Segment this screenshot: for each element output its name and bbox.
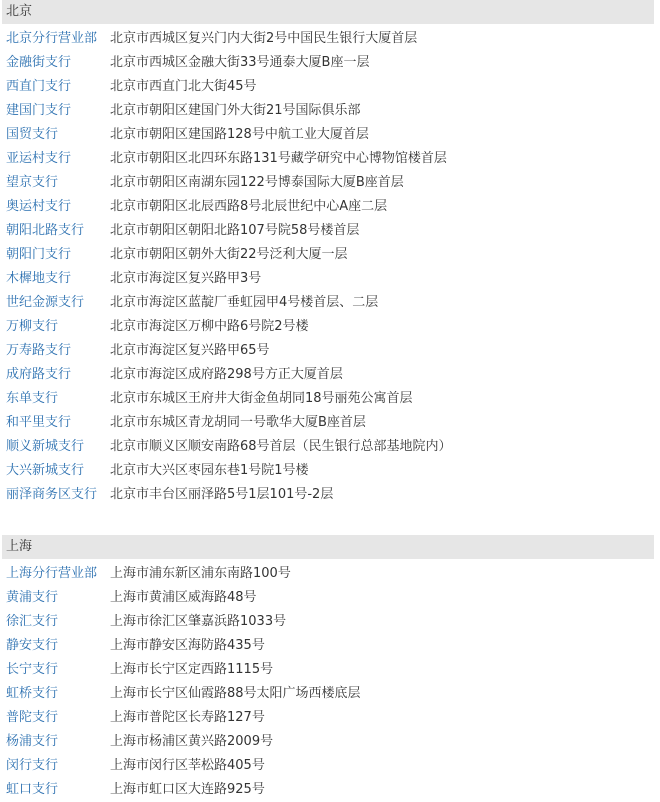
branch-name-link[interactable]: 丽泽商务区支行 (6, 487, 98, 502)
branch-address: 北京市顺义区顺安南路68号首层（民生银行总部基地院内） (110, 439, 452, 454)
branch-name-link[interactable]: 虹桥支行 (6, 686, 59, 701)
city-section-header: 北京 (2, 0, 654, 24)
branch-row (0, 730, 660, 754)
branch-address: 北京市朝阳区北辰西路8号北辰世纪中心A座二层 (110, 199, 388, 214)
branch-row (0, 459, 660, 483)
branch-name-link[interactable]: 顺义新城支行 (6, 439, 85, 454)
branch-address: 北京市大兴区枣园东巷1号院1号楼 (110, 463, 309, 478)
branch-address: 上海市普陀区长寿路127号 (110, 710, 265, 725)
branch-address: 上海市黄浦区威海路48号 (110, 590, 257, 605)
branch-name-link[interactable]: 和平里支行 (6, 415, 72, 430)
branch-row (0, 483, 660, 507)
branch-address: 北京市朝阳区北四环东路131号藏学研究中心博物馆楼首层 (110, 151, 447, 166)
branch-name-link[interactable]: 朝阳门支行 (6, 247, 72, 262)
branch-row (0, 75, 660, 99)
branch-row (0, 219, 660, 243)
branch-name-link[interactable]: 望京支行 (6, 175, 59, 190)
branch-address: 北京市西直门北大街45号 (110, 79, 257, 94)
branch-row (0, 658, 660, 682)
branch-name-link[interactable]: 万寿路支行 (6, 343, 72, 358)
branch-address: 北京市朝阳区建国门外大街21号国际俱乐部 (110, 103, 361, 118)
branch-row (0, 435, 660, 459)
branch-name-link[interactable]: 大兴新城支行 (6, 463, 85, 478)
branch-address: 北京市海淀区成府路298号方正大厦首层 (110, 367, 343, 382)
branch-row (0, 339, 660, 363)
branch-row (0, 147, 660, 171)
branch-address: 北京市海淀区复兴路甲65号 (110, 343, 270, 358)
branch-address: 上海市虹口区大连路925号 (110, 782, 265, 797)
branch-list (0, 559, 660, 802)
branch-row (0, 682, 660, 706)
branch-name-link[interactable]: 长宁支行 (6, 662, 59, 677)
branch-row (0, 387, 660, 411)
branch-address: 北京市海淀区复兴路甲3号 (110, 271, 262, 286)
branch-list (0, 24, 660, 507)
branch-address: 北京市东城区青龙胡同一号歌华大厦B座首层 (110, 415, 366, 430)
branch-address: 北京市朝阳区朝阳北路107号院58号楼首层 (110, 223, 360, 238)
branch-name-link[interactable]: 普陀支行 (6, 710, 59, 725)
branch-row (0, 634, 660, 658)
branch-row (0, 291, 660, 315)
branch-name-link[interactable]: 静安支行 (6, 638, 59, 653)
branch-address: 北京市西城区金融大街33号通泰大厦B座一层 (110, 55, 370, 70)
branch-name-link[interactable]: 杨浦支行 (6, 734, 59, 749)
branch-row (0, 171, 660, 195)
branch-name-link[interactable]: 奥运村支行 (6, 199, 72, 214)
branch-name-link[interactable]: 亚运村支行 (6, 151, 72, 166)
branch-name-link[interactable]: 徐汇支行 (6, 614, 59, 629)
branch-name-link[interactable]: 金融街支行 (6, 55, 72, 70)
branch-name-link[interactable]: 国贸支行 (6, 127, 59, 142)
branch-name-link[interactable]: 西直门支行 (6, 79, 72, 94)
branch-row (0, 315, 660, 339)
branch-address: 上海市静安区海防路435号 (110, 638, 265, 653)
branch-name-link[interactable]: 世纪金源支行 (6, 295, 85, 310)
branch-address: 北京市朝阳区朝外大街22号泛利大厦一层 (110, 247, 348, 262)
branch-row (0, 195, 660, 219)
branch-name-link[interactable]: 黄浦支行 (6, 590, 59, 605)
branch-row (0, 267, 660, 291)
branch-row (0, 363, 660, 387)
branch-name-link[interactable]: 虹口支行 (6, 782, 59, 797)
branch-row (0, 562, 660, 586)
branch-row (0, 51, 660, 75)
city-section (0, 535, 660, 802)
branch-row (0, 754, 660, 778)
branch-name-link[interactable]: 成府路支行 (6, 367, 72, 382)
branch-row (0, 411, 660, 435)
branch-address: 北京市朝阳区南湖东园122号博泰国际大厦B座首层 (110, 175, 404, 190)
branch-address: 上海市长宁区仙霞路88号太阳广场西楼底层 (110, 686, 361, 701)
branch-address: 北京市海淀区万柳中路6号院2号楼 (110, 319, 309, 334)
branch-address: 上海市杨浦区黄兴路2009号 (110, 734, 274, 749)
branch-name-link[interactable]: 万柳支行 (6, 319, 59, 334)
section-spacer (0, 507, 660, 535)
branch-row (0, 243, 660, 267)
branch-row (0, 586, 660, 610)
branch-row (0, 27, 660, 51)
branch-row (0, 706, 660, 730)
branch-address: 北京市丰台区丽泽路5号1层101号-2层 (110, 487, 334, 502)
branch-name-link[interactable]: 上海分行营业部 (6, 566, 98, 581)
branch-name-link[interactable]: 木樨地支行 (6, 271, 72, 286)
branch-address: 北京市东城区王府井大街金鱼胡同18号丽苑公寓首层 (110, 391, 413, 406)
branch-address: 北京市海淀区蓝靛厂垂虹园甲4号楼首层、二层 (110, 295, 379, 310)
branch-address: 北京市朝阳区建国路128号中航工业大厦首层 (110, 127, 369, 142)
branch-row (0, 610, 660, 634)
branch-address: 北京市西城区复兴门内大街2号中国民生银行大厦首层 (110, 31, 418, 46)
branch-name-link[interactable]: 建国门支行 (6, 103, 72, 118)
branch-row (0, 123, 660, 147)
city-section-header: 上海 (2, 535, 654, 559)
branch-address: 上海市徐汇区肇嘉浜路1033号 (110, 614, 287, 629)
branch-address: 上海市浦东新区浦东南路100号 (110, 566, 291, 581)
branch-name-link[interactable]: 北京分行营业部 (6, 31, 98, 46)
branch-name-link[interactable]: 闵行支行 (6, 758, 59, 773)
branch-address: 上海市长宁区定西路1115号 (110, 662, 274, 677)
branch-name-link[interactable]: 朝阳北路支行 (6, 223, 85, 238)
branch-row (0, 778, 660, 802)
branch-name-link[interactable]: 东单支行 (6, 391, 59, 406)
branch-row (0, 99, 660, 123)
branch-address: 上海市闵行区莘松路405号 (110, 758, 265, 773)
